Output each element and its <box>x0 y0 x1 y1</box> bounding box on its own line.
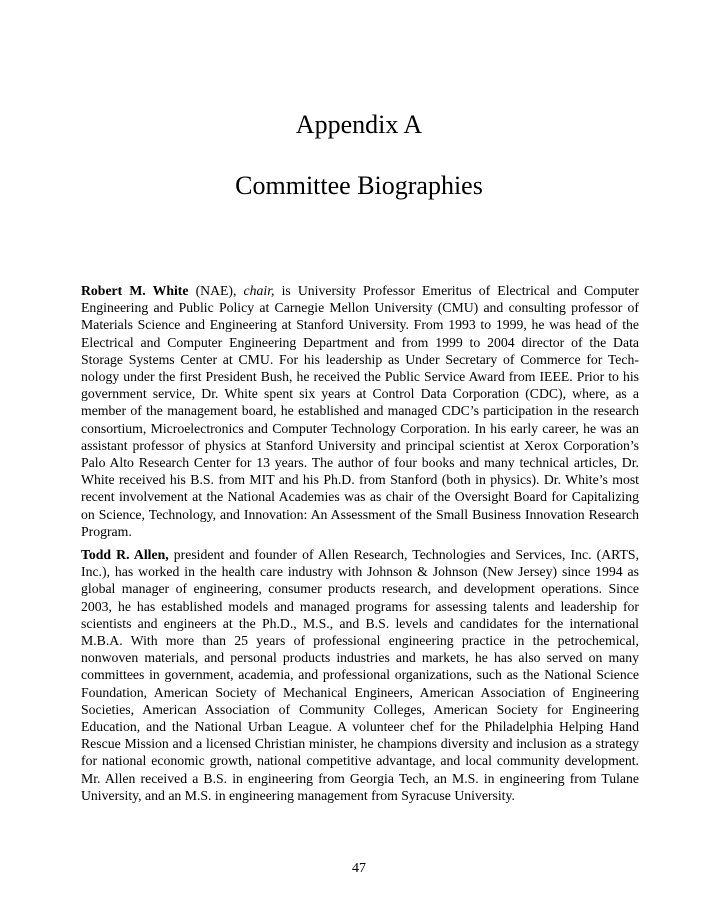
bio-affiliation: (NAE), <box>188 283 244 298</box>
appendix-label: Appendix A <box>295 110 423 139</box>
page-number: 47 <box>352 861 366 876</box>
bio-text: president and founder of Allen Research, Technologies and Services, Inc. (ARTS, Inc.), has worked in the health care industry with Johnson & Johnson (New Jersey) since 1994 as global manager of engineering, consumer products research, and development operations. Since 2003, he has established models and managed programs for assessing talents and leadership for scientists and engineers at the Ph.D., M.S., and B.S. levels and candidates for the international M.B.A. With more than 25 years of professional engineering practice in the petrochemical, nonwoven materials, and personal products industries and markets, he has also served on many committees in government, academia, and professional organizations, such as the National Science Foundation, American Society of Mechanical Engineers, American Association of Engineering Societies, American Association of Community Colleges, American Society for Engineering Education, and the National Urban League. A volunteer chef for the Philadelphia Helping Hand Rescue Mission and a licensed Christian minister, he champions diversity and inclusion as a strategy for national economic growth, national competitive advantage, and local community development. Mr. Allen received a B.S. in engineering from Georgia Tech, an M.S. in engineering from Tulane University, and an M.S. in engineering management from Syracuse University. <box>81 547 640 803</box>
bio-text: is University Professor Emeritus of Electrical and Computer Engineering and Public Policy at Carnegie Mellon University (CMU) and consulting professor of Materials Science and Engineering at Stanford University. From 1993 to 1999, he was head of the Electrical and Computer Engineering Department and from 1999 to 2004 director of the Data Storage Systems Center at CMU. For his leadership as Under Secretary of Commerce for Technology under the first President Bush, he received the Public Service Award from IEEE. Prior to his government service, Dr. White spent six years at Control Data Corporation (CDC), where, as a member of the management board, he established and managed CDC’s participation in the research consortium, Microelectronics and Computer Technology Corporation. In his early career, he was an assistant professor of physics at Stanford University and principal scientist at Xerox Corporation’s Palo Alto Research Center for 13 years. The author of four books and many technical articles, Dr. White received his B.S. from MIT and his Ph.D. from Stanford (both in physics). Dr. White’s most recent involvement at the National Academies was as chair of the Oversight Board for Capitalizing on Science, Technology, and Innovation: An Assessment of the Small Business Innovation Research Program. <box>81 283 639 539</box>
bio-role: chair, <box>243 283 275 298</box>
bio-name: Todd R. Allen, <box>81 547 169 562</box>
bio-paragraph-white <box>81 282 639 540</box>
bio-paragraph-allen <box>81 546 639 804</box>
bio-name: Robert M. White <box>81 283 189 298</box>
page-title: Committee Biographies <box>235 171 483 200</box>
